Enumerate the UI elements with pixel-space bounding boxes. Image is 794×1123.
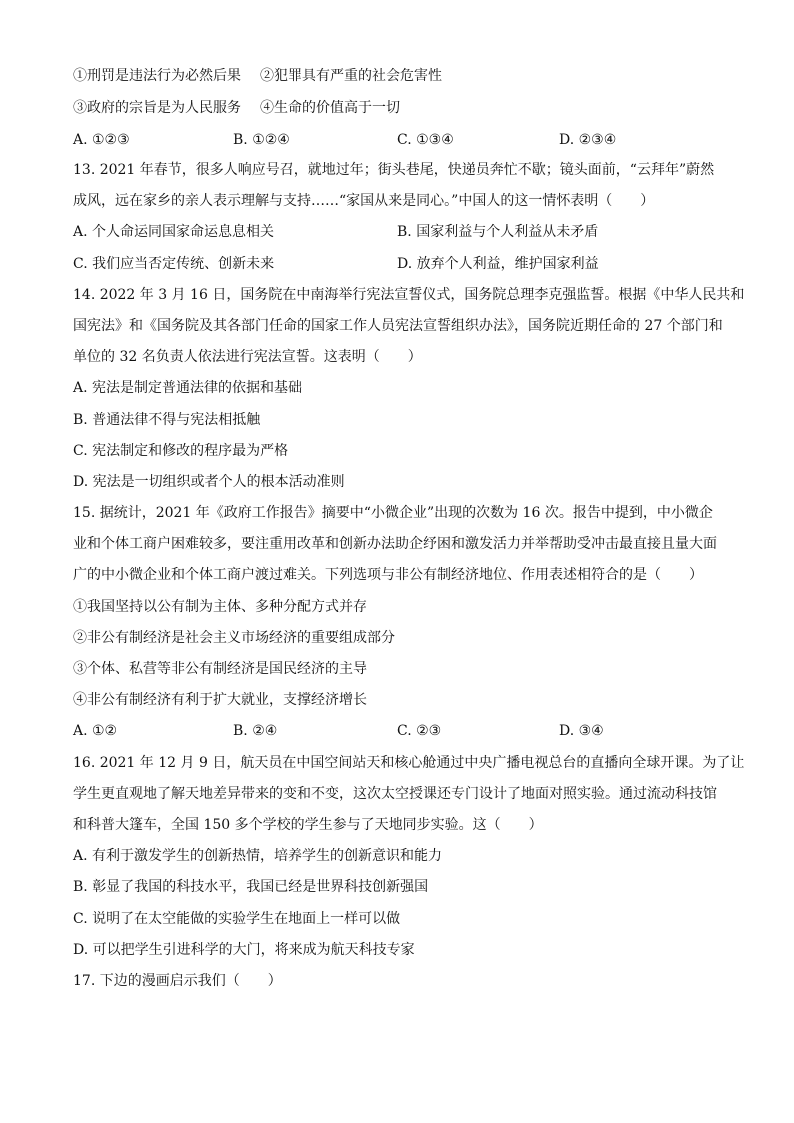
q15-option-d: D. ③④ [559,723,604,739]
q12-statement-2: ②犯罪具有严重的社会危害性 [260,68,442,84]
q14-option-a: A. 宪法是制定普通法律的依据和基础 [73,380,303,396]
q13-stem-line-2: 成风，远在家乡的亲人表示理解与支持……“家国从来是同心。”中国人的这一情怀表明（ ） [73,193,655,209]
q13-option-d: D. 放弃个人利益，维护国家利益 [397,256,599,272]
q15-option-a: A. ①② [73,723,118,739]
q15-statement-3: ③个体、私营等非公有制经济是国民经济的主导 [73,661,367,677]
q12-statement-1: ①刑罚是违法行为必然后果 [73,68,241,84]
q12-option-d: D. ②③④ [559,132,617,148]
q15-stem-line-2: 业和个体工商户困难较多，要注重用改革和创新办法助企纾困和激发活力并举帮助受冲击最直接且量大面 [73,536,717,552]
q16-option-d: D. 可以把学生引进科学的大门，将来成为航天科技专家 [73,942,415,958]
q12-option-a: A. ①②③ [73,132,130,148]
q16-option-b: B. 彰显了我国的科技水平，我国已经是世界科技创新强国 [73,879,429,895]
q16-stem-line-1: 16. 2021 年 12 月 9 日，航天员在中国空间站天和核心舱通过中央广播电视总台的直播向全球开课。为了让 [73,755,745,771]
q14-stem-line-2: 国宪法》和《国务院及其各部门任命的国家工作人员宪法宣誓组织办法》，国务院近期任命的 27 个部门和 [73,318,723,334]
q15-stem-line-3: 广的中小微企业和个体工商户渡过难关。下列选项与非公有制经济地位、作用表述相符合的是（ ） [73,567,703,583]
q14-option-d: D. 宪法是一切组织或者个人的根本活动准则 [73,474,345,490]
q16-stem-line-2: 学生更直观地了解天地差异带来的变和不变，这次太空授课还专门设计了地面对照实验。通过流动科技馆 [73,786,717,802]
q13-stem-line-1: 13. 2021 年春节，很多人响应号召，就地过年；街头巷尾，快递员奔忙不歇；镜头面前，“云拜年”蔚然 [73,162,715,178]
q15-stem-line-1: 15. 据统计，2021 年《政府工作报告》摘要中“小微企业”出现的次数为 16 次。报告中提到，中小微企 [73,505,713,521]
q15-option-b: B. ②④ [233,723,278,739]
q12-option-c: C. ①③④ [397,132,454,148]
q15-option-c: C. ②③ [397,723,442,739]
q12-statement-3: ③政府的宗旨是为人民服务 [73,100,241,116]
q15-statement-1: ①我国坚持以公有制为主体、多种分配方式并存 [73,599,367,615]
q15-statement-4: ④非公有制经济有利于扩大就业，支撑经济增长 [73,692,367,708]
q14-stem-line-1: 14. 2022 年 3 月 16 日，国务院在中南海举行宪法宣誓仪式，国务院总理李克强监誓。根据《中华人民共和 [73,287,745,303]
q14-stem-line-3: 单位的 32 名负责人依法进行宪法宣誓。这表明（ ） [73,349,422,365]
q13-option-b: B. 国家利益与个人利益从未矛盾 [397,224,599,240]
q16-option-c: C. 说明了在太空能做的实验学生在地面上一样可以做 [73,911,401,927]
q13-option-c: C. 我们应当否定传统、创新未来 [73,256,275,272]
q14-option-b: B. 普通法律不得与宪法相抵触 [73,412,261,428]
q16-option-a: A. 有利于激发学生的创新热情，培养学生的创新意识和能力 [73,848,443,864]
q16-stem-line-3: 和科普大篷车，全国 150 多个学校的学生参与了天地同步实验。这（ ） [73,817,543,833]
q15-statement-2: ②非公有制经济是社会主义市场经济的重要组成部分 [73,630,395,646]
q12-option-b: B. ①②④ [233,132,290,148]
q13-option-a: A. 个人命运同国家命运息息相关 [73,224,275,240]
q14-option-c: C. 宪法制定和修改的程序最为严格 [73,443,289,459]
q17-stem-line-1: 17. 下边的漫画启示我们（ ） [73,973,282,989]
q12-statement-4: ④生命的价值高于一切 [260,100,400,116]
